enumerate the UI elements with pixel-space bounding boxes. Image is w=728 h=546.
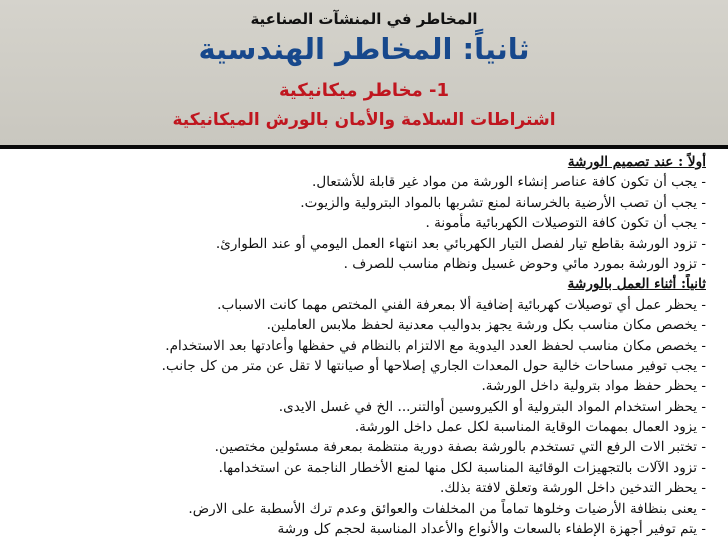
list-item: - يتم توفير أجهزة الإطفاء بالسعات والأنواع والأعداد المناسبة لحجم كل ورشة (277, 521, 706, 538)
list-item: - يعنى بنظافة الأرضيات وخلوها تماماً من المخلفات والعوائق وعدم ترك الأسطبة على الارض. (188, 500, 706, 517)
top-title: المخاطر في المنشآت الصناعية (250, 10, 478, 28)
section-heading-design: أولاً : عند تصميم الورشة (567, 154, 706, 170)
list-item: - تزود الورشة بمورد مائي وحوض غسيل ونظام مناسب للصرف . (343, 255, 706, 272)
list-item: - يزود العمال بمهمات الوقاية المناسبة لكل عمل داخل الورشة. (354, 419, 706, 436)
subtitle: 1- مخاطر ميكانيكية (278, 80, 450, 101)
list-item: - يحظر حفظ مواد بترولية داخل الورشة. (481, 378, 706, 395)
list-item: - يحظر استخدام المواد البترولية أو الكيروسين أوالتنر... الخ في غسل الايدى. (278, 398, 706, 415)
header-divider (0, 145, 728, 149)
list-item: - يخصص مكان مناسب لحفظ العدد اليدوية مع الالتزام بالنظام في حفظها وأعادتها بعد الاستخدام. (165, 337, 706, 354)
list-item: - يحظر عمل أي توصيلات كهربائية إضافية ألا بمعرفة الفني المختص مهما كانت الاسباب. (217, 296, 706, 313)
section-heading-work: ثانياً: أثناء العمل بالورشة (567, 276, 706, 293)
section-subtitle: اشتراطات السلامة والأمان بالورش الميكانيكية (172, 110, 556, 130)
list-item: - يخصص مكان مناسب بكل ورشة يجهز بدواليب معدنية لحفظ ملابس العاملين. (266, 317, 706, 334)
list-item: - يجب أن تكون كافة التوصيلات الكهربائية مأمونة . (425, 215, 706, 232)
list-item: - يجب أن تكون كافة عناصر إنشاء الورشة من مواد غير قابلة للأشتعال. (312, 174, 706, 191)
slide-header (0, 0, 728, 145)
list-item: - يجب أن تصب الأرضية بالخرسانة لمنع تشربها بالمواد البترولية والزيوت. (300, 194, 706, 211)
main-title: ثانياً: المخاطر الهندسية (198, 32, 530, 66)
list-item: - تزود الورشة بقاطع تيار لفصل التيار الكهربائي بعد انتهاء العمل اليومي أو عند الطوارئ. (215, 235, 706, 252)
list-item: - يحظر التدخين داخل الورشة وتعلق لافتة بذلك. (440, 480, 706, 497)
list-item: - تزود الآلات بالتجهيزات الوقائية المناسبة لكل منها لمنع الأخطار الناجمة عن استخدامها. (218, 459, 706, 476)
slide-body (16, 152, 706, 539)
list-item: - يجب توفير مساحات خالية حول المعدات الجاري إصلاحها أو صيانتها لا تقل عن متر من كل جانب. (161, 357, 706, 374)
list-item: - تختبر الات الرفع التي تستخدم بالورشة بصفة دورية منتظمة بمعرفة مسئولين مختصين. (214, 439, 706, 456)
